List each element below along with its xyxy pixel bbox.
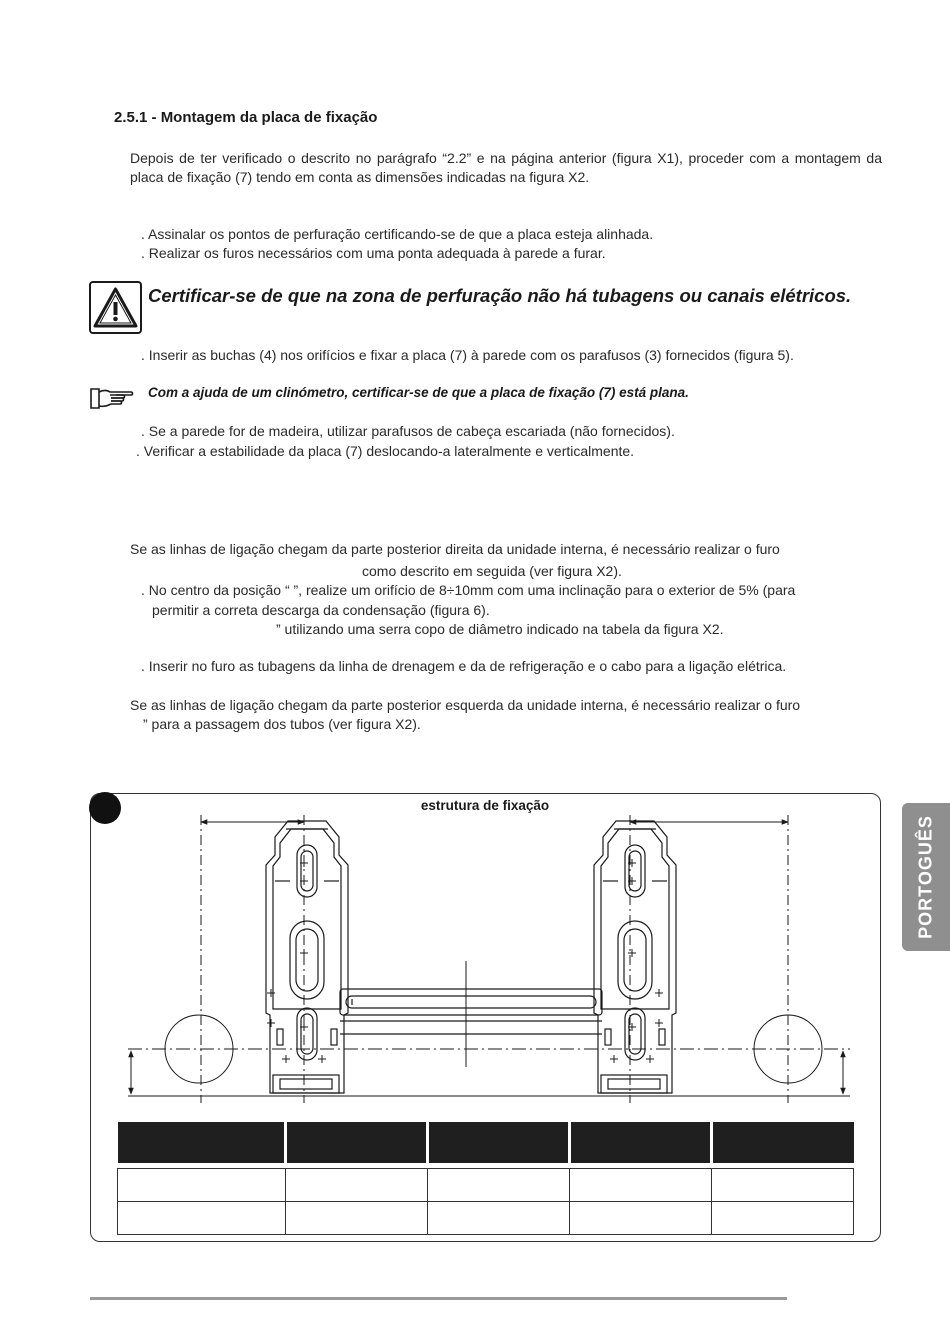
left-intro-line1: Se as linhas de ligação chegam da parte posterior esquerda da unidade interna, é necessário realizar o furo	[130, 697, 801, 713]
step-drill-holes: . Realizar os furos necessários com uma ponta adequada à parede a furar.	[141, 245, 606, 261]
table-cell	[285, 1202, 427, 1235]
table-cell	[711, 1169, 853, 1202]
table-row	[118, 1202, 854, 1235]
table-cell	[427, 1202, 569, 1235]
step-check-stability: . Verificar a estabilidade da placa (7) deslocando-a lateralmente e verticalmente.	[136, 443, 635, 459]
table-header-cell	[285, 1122, 427, 1163]
section-heading: 2.5.1 - Montagem da placa de fixação	[114, 109, 378, 126]
figure-title: estrutura de fixação	[420, 798, 550, 813]
step-mark-points: . Assinalar os pontos de perfuração certificando-se de que a placa esteja alinhada.	[141, 226, 654, 242]
right-step-drainage: permitir a correta descarga da condensação (figura 6).	[152, 602, 490, 618]
table-row	[118, 1169, 854, 1202]
mounting-plate-drawing	[90, 793, 881, 1133]
intro-paragraph: Depois de ter verificado o descrito no parágrafo “2.2” e na página anterior (figura X1), proceder com a montagem da placa de fixação (7) tendo em conta as dimensões indicadas na figura X2.	[130, 150, 882, 185]
dimensions-table	[117, 1122, 854, 1235]
right-intro-line2: como descrito em seguida (ver figura X2).	[362, 563, 622, 579]
table-cell	[118, 1202, 286, 1235]
table-cell	[427, 1169, 569, 1202]
table-cell	[569, 1169, 711, 1202]
table-header-cell	[569, 1122, 711, 1163]
right-step-drill: . No centro da posição “ ”, realize um orifício de 8÷10mm com uma inclinação para o exterior de 5% (para	[141, 582, 796, 598]
pointing-hand-icon	[89, 386, 135, 412]
left-intro-line2: ” para a passagem dos tubos (ver figura X2).	[143, 716, 421, 732]
table-header-row	[118, 1122, 854, 1163]
language-tab	[902, 803, 950, 951]
right-step-saw: ” utilizando uma serra copo de diâmetro indicado na tabela da figura X2.	[276, 621, 724, 637]
language-tab-label: PORTOGUÊS	[915, 815, 936, 939]
warning-triangle-icon	[89, 281, 142, 334]
warning-text: Certificar-se de que na zona de perfuração não há tubagens ou canais elétricos.	[148, 285, 852, 306]
table-header-cell	[118, 1122, 286, 1163]
note-text: Com a ajuda de um clinómetro, certificar-se de que a placa de fixação (7) está plana.	[148, 385, 689, 400]
table-header-cell	[711, 1122, 853, 1163]
step-insert-plugs: . Inserir as buchas (4) nos orifícios e fixar a placa (7) à parede com os parafusos (3) fornecidos (figura 5).	[141, 347, 794, 363]
right-step-insert-pipes: . Inserir no furo as tubagens da linha de drenagem e da de refrigeração e o cabo para a ligação elétrica.	[141, 658, 787, 674]
table-cell	[569, 1202, 711, 1235]
table-cell	[711, 1202, 853, 1235]
table-cell	[285, 1169, 427, 1202]
table-cell	[118, 1169, 286, 1202]
table-header-cell	[427, 1122, 569, 1163]
footer-rule	[90, 1297, 787, 1300]
right-intro-line1: Se as linhas de ligação chegam da parte posterior direita da unidade interna, é necessário realizar o furo	[130, 541, 780, 557]
step-wooden-wall: . Se a parede for de madeira, utilizar parafusos de cabeça escariada (não fornecidos).	[141, 423, 675, 439]
